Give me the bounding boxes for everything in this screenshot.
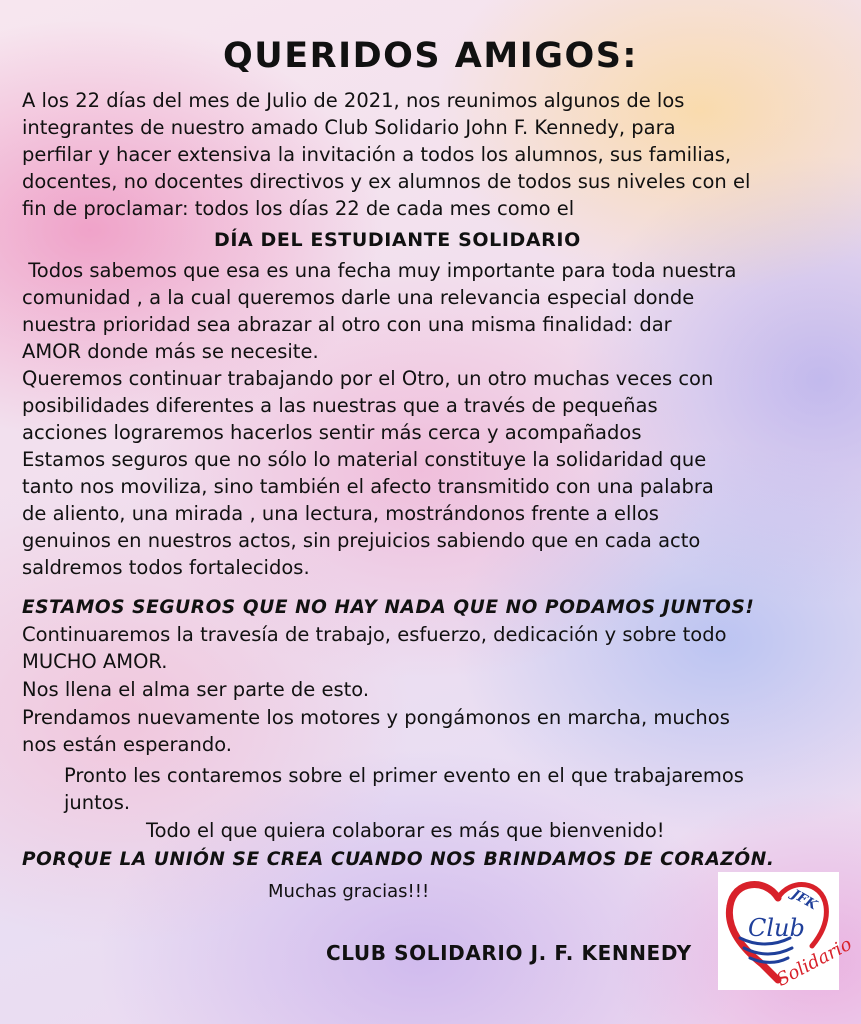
text-line: posibilidades diferentes a las nuestras que a través de pequeñas <box>22 394 658 417</box>
text-line: perfilar y hacer extensiva la invitación a todos los alumnos, sus familias, <box>22 143 732 166</box>
subtitle-day: DÍA DEL ESTUDIANTE SOLIDARIO <box>214 229 581 251</box>
highlight-statement: ESTAMOS SEGUROS QUE NO HAY NADA QUE NO PODAMOS JUNTOS! <box>22 597 755 618</box>
text-line: A los 22 días del mes de Julio de 2021, nos reunimos algunos de los <box>22 89 685 112</box>
club-logo <box>718 872 856 991</box>
logo-solidario: Solidario <box>773 933 856 991</box>
text-line: AMOR donde más se necesite. <box>22 340 319 363</box>
text-line: juntos. <box>64 791 131 814</box>
text-line: Prendamos nuevamente los motores y pongámonos en marcha, muchos <box>22 706 730 729</box>
text-line: Pronto les contaremos sobre el primer evento en el que trabajaremos <box>64 764 744 787</box>
thanks-line: Muchas gracias!!! <box>268 881 430 902</box>
text-line: docentes, no docentes directivos y ex alumnos de todos sus niveles con el <box>22 170 751 193</box>
text-line: fin de proclamar: todos los días 22 de cada mes como el <box>22 197 575 220</box>
text-line: acciones lograremos hacerlos sentir más cerca y acompañados <box>22 421 642 444</box>
text-line: Continuaremos la travesía de trabajo, esfuerzo, dedicación y sobre todo <box>22 623 727 646</box>
text-line: Queremos continuar trabajando por el Otro, un otro muchas veces con <box>22 367 714 390</box>
text-line: Todos sabemos que esa es una fecha muy importante para toda nuestra <box>22 259 737 282</box>
welcome-line: Todo el que quiera colaborar es más que bienvenido! <box>146 819 665 842</box>
text-line: tanto nos moviliza, sino también el afecto transmitido con una palabra <box>22 475 714 498</box>
text-line: nuestra prioridad sea abrazar al otro con una misma finalidad: dar <box>22 313 672 336</box>
text-line: comunidad , a la cual queremos darle una relevancia especial donde <box>22 286 695 309</box>
letter-title: QUERIDOS AMIGOS: <box>223 36 638 76</box>
text-line: integrantes de nuestro amado Club Solidario John F. Kennedy, para <box>22 116 676 139</box>
text-line: nos están esperando. <box>22 733 232 756</box>
logo-club: Club <box>748 914 805 942</box>
text-line: genuinos en nuestros actos, sin prejuicios sabiendo que en cada acto <box>22 529 701 552</box>
text-line: de aliento, una mirada , una lectura, mostrándonos frente a ellos <box>22 502 659 525</box>
text-line: Nos llena el alma ser parte de esto. <box>22 678 370 701</box>
text-line: saldremos todos fortalecidos. <box>22 556 310 579</box>
signature: CLUB SOLIDARIO J. F. KENNEDY <box>326 941 692 965</box>
heart-logo-icon <box>718 872 856 991</box>
text-line: Estamos seguros que no sólo lo material constituye la solidaridad que <box>22 448 707 471</box>
text-line: MUCHO AMOR. <box>22 650 168 673</box>
logo-jfk: JFK <box>788 886 820 914</box>
motto: PORQUE LA UNIÓN SE CREA CUANDO NOS BRINDAMOS DE CORAZÓN. <box>22 849 775 870</box>
